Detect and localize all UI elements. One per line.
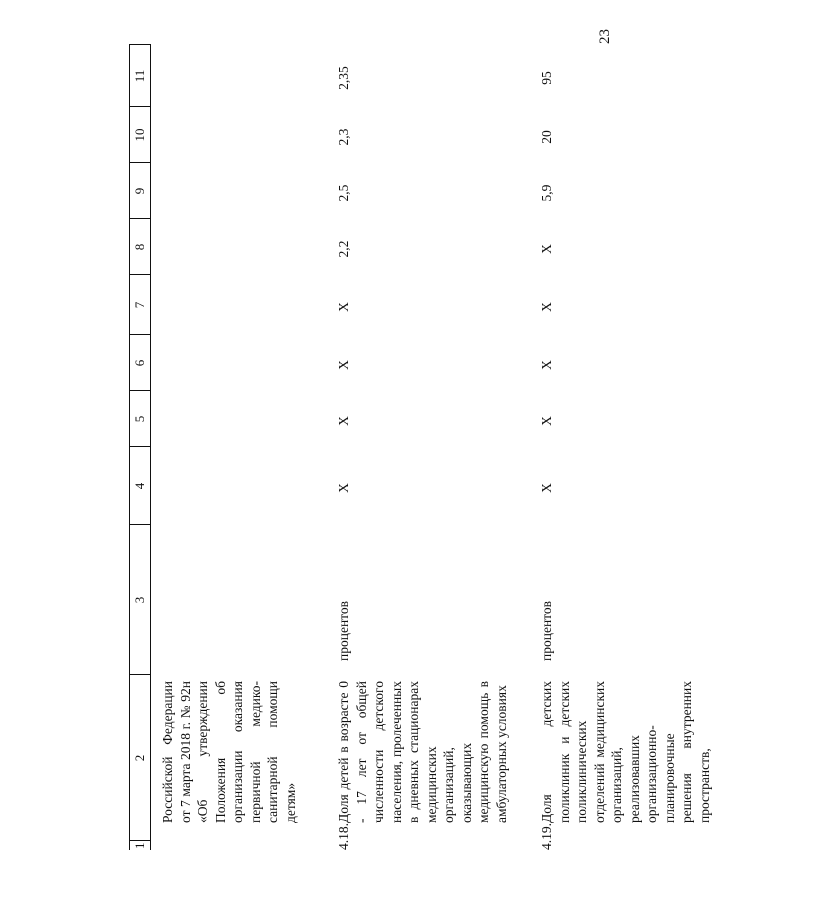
value-cell: X	[336, 416, 351, 426]
column-header: 3	[130, 525, 151, 675]
value-cell: X	[336, 360, 351, 370]
value-cell	[151, 163, 326, 219]
table-row	[151, 45, 326, 850]
value-cell: 2,35	[336, 66, 351, 90]
value-cell: 20	[539, 130, 554, 144]
table-header-row	[130, 45, 151, 850]
value-cell: 5,9	[539, 184, 554, 202]
value-cell	[151, 219, 326, 275]
column-header: 9	[130, 163, 151, 219]
value-cell: X	[336, 302, 351, 312]
value-cell	[151, 275, 326, 335]
value-cell	[151, 45, 326, 107]
value-cell: X	[539, 302, 554, 312]
page-number: 23	[597, 29, 613, 44]
column-header: 6	[130, 335, 151, 391]
unit-cell: процентов	[539, 600, 554, 661]
value-cell	[151, 391, 326, 447]
indicators-table	[129, 45, 717, 851]
value-cell	[151, 107, 326, 163]
value-cell: 2,2	[336, 240, 351, 258]
rotated-page-content	[129, 45, 829, 850]
value-cell	[151, 447, 326, 525]
value-cell: X	[539, 244, 554, 254]
row-number: 4.19.	[539, 823, 554, 850]
value-cell: X	[539, 360, 554, 370]
table-row	[325, 45, 534, 850]
column-header: 10	[130, 107, 151, 163]
table-row	[534, 45, 717, 850]
indicator-text: Доля детей в возрасте 0 - 17 лет от общей численности детского населения, пролеченных в дневных стационарах медицинских организаций, оказывающих медицинскую помощь в амбулаторных условиях	[336, 681, 509, 823]
indicator-text: Доля детских поликлиник и детских поликлинических отделений медицинских организаций, реализовавших организационно-планировочные решения внутренних пространств,	[539, 681, 712, 823]
column-header: 1	[130, 841, 151, 850]
value-cell	[151, 335, 326, 391]
column-header: 11	[130, 45, 151, 107]
value-cell: X	[336, 483, 351, 493]
column-header: 5	[130, 391, 151, 447]
column-header: 4	[130, 447, 151, 525]
unit-cell	[151, 525, 326, 675]
value-cell: 2,3	[336, 128, 351, 146]
indicator-text: Российской Федерации от 7 марта 2018 г. № 92н «Об утверждении Положения об организации оказания первичной медико-санитарной помощи детям»	[160, 681, 298, 823]
value-cell: X	[539, 483, 554, 493]
value-cell: 2,5	[336, 184, 351, 202]
unit-cell: процентов	[336, 600, 351, 661]
column-header: 2	[130, 675, 151, 841]
row-number	[151, 841, 326, 850]
value-cell: X	[539, 416, 554, 426]
row-number: 4.18.	[336, 823, 351, 850]
value-cell: 95	[539, 71, 554, 85]
column-header: 7	[130, 275, 151, 335]
column-header: 8	[130, 219, 151, 275]
